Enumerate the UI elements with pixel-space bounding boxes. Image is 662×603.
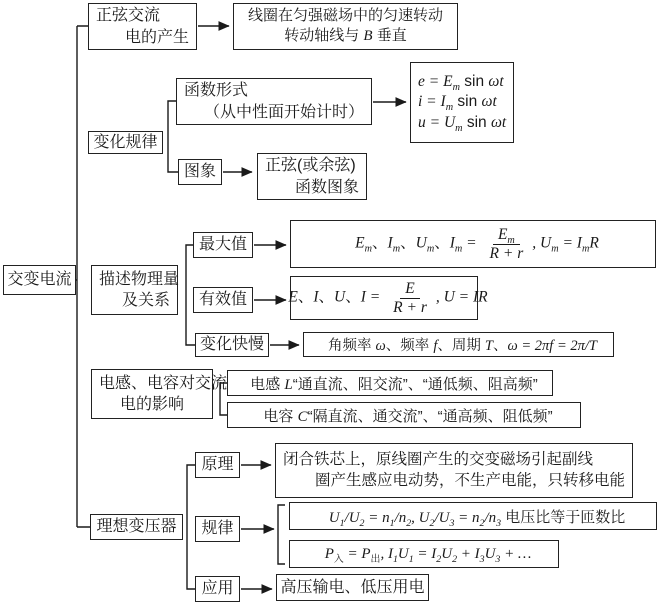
node-inductor-line xyxy=(227,370,553,396)
node-capacitor-line xyxy=(227,402,581,428)
root-label: 交变电流 xyxy=(7,271,72,289)
sine-graph-line-2: 函数图象 xyxy=(294,178,359,196)
function-form-line-1: 函数形式 xyxy=(184,82,249,100)
principle-text-line-1: 闭合铁芯上，原线圈产生的交变磁场引起副线 xyxy=(283,451,594,469)
coil-rotation-line-1: 线圈在匀强磁场中的匀速转动 xyxy=(247,7,443,25)
node-sine-graph xyxy=(257,153,367,200)
max-value-formula-text: $E_m$、$I_m$、$U_m$、$I_m$ = $\frac{E_m}{R + r}$ , $U_m = I_mR$ xyxy=(355,226,599,262)
node-law xyxy=(195,516,240,542)
node-transformer xyxy=(90,514,183,540)
node-formula-eiu xyxy=(410,62,514,143)
graph-label: 图象 xyxy=(183,163,216,181)
law-formula-1-text: $U_1/U_2 = n_1/n_2$, $U_2/U_3 = n_2/n_3$ 电压比等于匝数比 xyxy=(328,508,626,529)
inductor-line-text: 电感 L“通直流、阻交流”、“通低频、阻高频” xyxy=(250,375,538,393)
node-max-value-formula xyxy=(290,220,656,268)
node-application-text xyxy=(276,574,429,601)
transformer-bracket xyxy=(187,465,195,589)
node-ac-generation xyxy=(88,3,197,50)
quantities-line-1: 描述物理量 xyxy=(99,270,180,288)
lc-effect-line-1: 电感、电容对交流 xyxy=(99,374,228,392)
coil-rotation-line-2: 转动轴线与 B 垂直 xyxy=(284,27,407,44)
node-principle-text xyxy=(275,443,633,498)
law-label: 规律 xyxy=(201,520,234,538)
node-law-formula-2 xyxy=(289,540,559,568)
node-rms-formula xyxy=(288,276,488,320)
node-change-rate xyxy=(195,333,269,357)
node-root xyxy=(3,265,76,295)
node-rms-value xyxy=(193,287,253,313)
node-coil-rotation xyxy=(233,3,458,50)
root-bracket xyxy=(76,26,90,527)
principle-text-line-2: 圈产生感应电动势，不生产电能，只转移电能 xyxy=(314,471,625,489)
lc-effect-line-2: 电的影响 xyxy=(119,396,184,413)
application-text-line: 高压输电、低压用电 xyxy=(280,578,425,596)
rms-value-label: 有效值 xyxy=(198,291,247,309)
node-law-formula-1 xyxy=(289,502,657,530)
node-lc-effect xyxy=(91,369,228,419)
rms-formula-text: E、I、U、I = $\frac{E}{R + r}$ , U = IR xyxy=(288,280,488,316)
capacitor-line-text: 电容 C“隔直流、通交流”、“通高频、阻低频” xyxy=(263,407,553,425)
sine-graph-line-1: 正弦(或余弦) xyxy=(265,157,356,175)
node-function-form xyxy=(176,78,372,125)
law-formula-2-text: $P_入 = P_出$, $I_1U_1 = I_2U_2 + I_3U_3$ + … xyxy=(324,545,532,565)
node-quantities xyxy=(91,265,178,315)
formula-i: $i = I_m$ sin ωt xyxy=(418,93,497,114)
formula-u: $u = U_m$ sin ωt xyxy=(418,113,507,134)
node-principle xyxy=(195,452,240,478)
node-change-rule xyxy=(88,131,163,154)
law-bracket xyxy=(278,505,285,564)
node-change-rate-formula xyxy=(303,332,614,357)
change-rate-label: 变化快慢 xyxy=(200,336,265,354)
node-graph xyxy=(178,159,222,185)
quantities-line-2: 及关系 xyxy=(121,292,170,309)
transformer-label: 理想变压器 xyxy=(96,518,177,536)
node-application xyxy=(195,576,240,602)
application-label: 应用 xyxy=(201,580,234,598)
ac-generation-line-1: 正弦交流 xyxy=(96,7,161,25)
formula-e: $e = E_m$ sin ωt xyxy=(418,72,504,93)
change-rate-formula-text: 角频率 ω、频率 f、周期 T、ω = 2πf = 2π/T xyxy=(328,338,597,354)
node-max-value xyxy=(193,232,253,258)
ac-generation-line-2: 电的产生 xyxy=(124,28,189,46)
function-form-line-2: （从中性面开始计时） xyxy=(203,103,364,121)
principle-label: 原理 xyxy=(201,456,234,474)
change-rule-label: 变化规律 xyxy=(93,133,158,151)
max-value-label: 最大值 xyxy=(198,236,247,254)
